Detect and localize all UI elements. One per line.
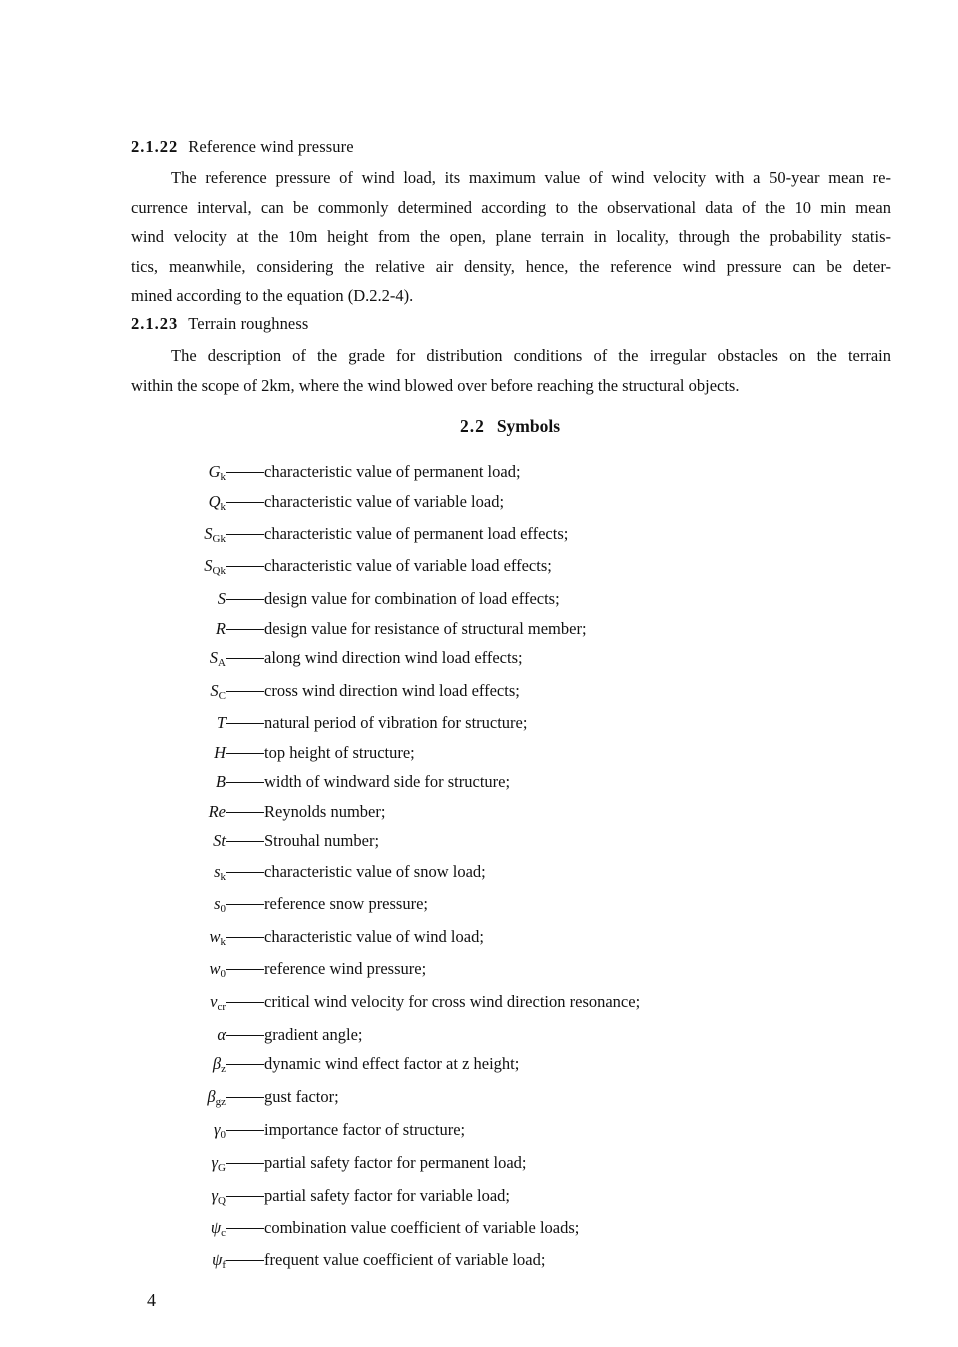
symbol-description: characteristic value of variable load; [264,492,505,511]
symbol [190,772,226,793]
page-number: 4 [147,1290,156,1310]
symbol-row [190,1186,510,1210]
heading-title: Terrain roughness [188,314,309,333]
symbol [190,959,226,980]
paragraph-line: The reference pressure of wind load, its maximum value of wind velocity with a 50-year mean re- [171,168,891,187]
symbol-base: γ [211,1186,219,1205]
symbol [190,927,226,948]
symbol-base: R [215,619,226,638]
em-dash-rule [226,1163,264,1164]
symbol-row [190,713,527,737]
symbol-row [190,1025,363,1049]
symbol-row [190,1054,519,1078]
em-dash-rule [226,658,264,659]
symbol-description: Strouhal number; [264,831,380,850]
symbol-subscript: Gk [212,533,226,545]
symbol-subscript: cr [217,1001,226,1013]
symbol-row [190,462,521,486]
symbol-row [190,831,379,855]
symbol-row [190,1250,545,1274]
symbol-description: characteristic value of permanent load; [264,462,521,481]
symbol-base: H [214,743,226,762]
symbol-description: Reynolds number; [264,802,386,821]
symbol [190,1186,226,1207]
section-title-symbols [0,416,958,437]
symbol-description: partial safety factor for permanent load; [264,1153,527,1172]
symbol-base: S [204,524,213,543]
symbol-base: St [213,831,226,850]
section-number: 2.2 [459,416,485,436]
heading-number: 2.1.22 [131,137,179,156]
em-dash-rule [226,1228,264,1229]
paragraph-line: mined according to the equation (D.2.2-4). [131,286,414,305]
symbol-row [190,992,640,1016]
symbol-base: G [208,462,221,481]
symbol-row [190,894,428,918]
symbol-row [190,772,510,796]
symbol-row [190,1153,527,1177]
em-dash-rule [226,1064,264,1065]
em-dash-rule [226,753,264,754]
symbol-description: partial safety factor for variable load; [264,1186,511,1205]
symbol [190,589,226,610]
symbol-subscript: c [221,1227,226,1239]
em-dash-rule [226,1260,264,1261]
symbol-row [190,619,587,643]
em-dash-rule [226,937,264,938]
symbol-description: reference wind pressure; [264,959,427,978]
symbol-base: γ [211,1153,219,1172]
symbol-row [190,1120,465,1144]
symbol-base: Re [208,802,226,821]
symbol [190,894,226,915]
em-dash-rule [226,472,264,473]
symbol-subscript: 0 [220,968,226,980]
symbol-description: natural period of vibration for structure; [264,713,528,732]
symbol-base: γ [213,1120,221,1139]
symbol-description: along wind direction wind load effects; [264,648,523,667]
symbol-description: characteristic value of wind load; [264,927,484,946]
symbol-row [190,492,504,516]
em-dash-rule [226,812,264,813]
em-dash-rule [226,534,264,535]
symbol-row [190,589,560,613]
symbol-subscript: C [218,690,226,702]
paragraph-line: tics, meanwhile, considering the relative air density, hence, the reference wind pressure can be deter- [131,256,891,276]
symbol-base: S [209,648,219,667]
symbol-base: S [210,681,219,700]
symbol-subscript: A [218,657,226,669]
symbol-description: reference snow pressure; [264,894,429,913]
em-dash-rule [226,1130,264,1131]
symbol-row [190,959,426,983]
paragraph-reference-wind-pressure [131,163,891,311]
symbol-description: width of windward side for structure; [264,772,511,791]
symbol-description: design value for resistance of structural member; [264,619,587,638]
symbol-subscript: Q [218,1195,226,1207]
symbol [190,1054,226,1075]
symbol [190,681,226,702]
symbol-description: characteristic value of variable load effects; [264,556,552,575]
symbol-row [190,743,415,767]
symbol [190,492,226,513]
symbol-subscript: z [221,1063,226,1075]
symbol [190,802,226,823]
symbol [190,1087,226,1108]
symbol [190,1218,226,1239]
em-dash-rule [226,969,264,970]
symbol-subscript: G [218,1162,226,1174]
symbol [190,556,226,577]
heading-title: Reference wind pressure [188,137,354,156]
symbol [190,1025,226,1046]
symbol [190,524,226,545]
symbol-subscript: k [220,936,226,948]
symbol-description: gust factor; [264,1087,339,1106]
symbol-base: v [210,992,218,1011]
symbol-base: β [207,1087,216,1106]
symbol-base: B [215,772,226,791]
symbol-base: α [217,1025,226,1044]
em-dash-rule [226,629,264,630]
symbol-base: β [212,1054,222,1073]
symbol [190,619,226,640]
symbol-row [190,1087,339,1111]
symbol-base: Q [208,492,221,511]
symbol-row [190,927,484,951]
symbol-row [190,681,520,705]
symbol-row [190,1218,579,1242]
section-title: Symbols [496,416,561,436]
em-dash-rule [226,566,264,567]
symbol-row [190,862,486,886]
symbol-base: s [214,862,221,881]
symbol-row [190,802,385,826]
em-dash-rule [226,599,264,600]
symbol [190,992,226,1013]
heading-number: 2.1.23 [131,314,179,333]
heading-2-1-23 [131,314,308,334]
em-dash-rule [226,872,264,873]
symbol [190,743,226,764]
symbol-base: S [217,589,226,608]
em-dash-rule [226,782,264,783]
paragraph-terrain-roughness [131,341,891,400]
symbol-subscript: k [220,471,226,483]
heading-2-1-22 [131,137,354,157]
symbol-description: frequent value coefficient of variable load; [264,1250,546,1269]
symbol-base: ψ [212,1250,223,1269]
symbol [190,1250,226,1271]
symbol-base: w [209,959,221,978]
symbol-subscript: k [220,871,226,883]
symbol-description: importance factor of structure; [264,1120,466,1139]
symbol-base: s [214,894,221,913]
symbol-base: S [204,556,213,575]
symbol-subscript: gz [215,1096,226,1108]
symbol-subscript: Qk [212,565,226,577]
em-dash-rule [226,1002,264,1003]
symbol-description: top height of structure; [264,743,415,762]
symbol-row [190,648,523,672]
symbol-description: cross wind direction wind load effects; [264,681,520,700]
em-dash-rule [226,502,264,503]
em-dash-rule [226,904,264,905]
symbol-description: design value for combination of load effects; [264,589,560,608]
symbol [190,862,226,883]
em-dash-rule [226,1196,264,1197]
symbol-description: characteristic value of permanent load effects; [264,524,569,543]
symbol [190,831,226,852]
em-dash-rule [226,691,264,692]
symbol-description: dynamic wind effect factor at z height; [264,1054,520,1073]
em-dash-rule [226,1097,264,1098]
symbol [190,1153,226,1174]
symbol [190,462,226,483]
symbol-subscript: f [222,1259,226,1271]
paragraph-line: The description of the grade for distribution conditions of the irregular obstacles on the terrain [171,346,891,365]
symbol-row [190,556,552,580]
symbol-base: ψ [210,1218,222,1237]
symbol-subscript: k [220,501,226,513]
symbol-base: w [209,927,221,946]
symbol-description: characteristic value of snow load; [264,862,486,881]
paragraph-line: currence interval, can be commonly determined according to the observational data of the 10 min mean [131,197,891,217]
symbol [190,648,226,669]
em-dash-rule [226,723,264,724]
em-dash-rule [226,1035,264,1036]
symbol-row [190,524,568,548]
symbol [190,713,226,734]
paragraph-line: wind velocity at the 10m height from the open, plane terrain in locality, through the probability statis- [131,227,891,246]
em-dash-rule [226,841,264,842]
symbol-description: critical wind velocity for cross wind direction resonance; [264,992,641,1011]
symbol-subscript: 0 [220,903,226,915]
symbol [190,1120,226,1141]
symbol-base: T [216,713,226,732]
symbol-subscript: 0 [220,1129,226,1141]
symbol-description: combination value coefficient of variable loads; [264,1218,580,1237]
symbol-description: gradient angle; [264,1025,363,1044]
paragraph-line: within the scope of 2km, where the wind blowed over before reaching the structural objects. [131,375,740,395]
